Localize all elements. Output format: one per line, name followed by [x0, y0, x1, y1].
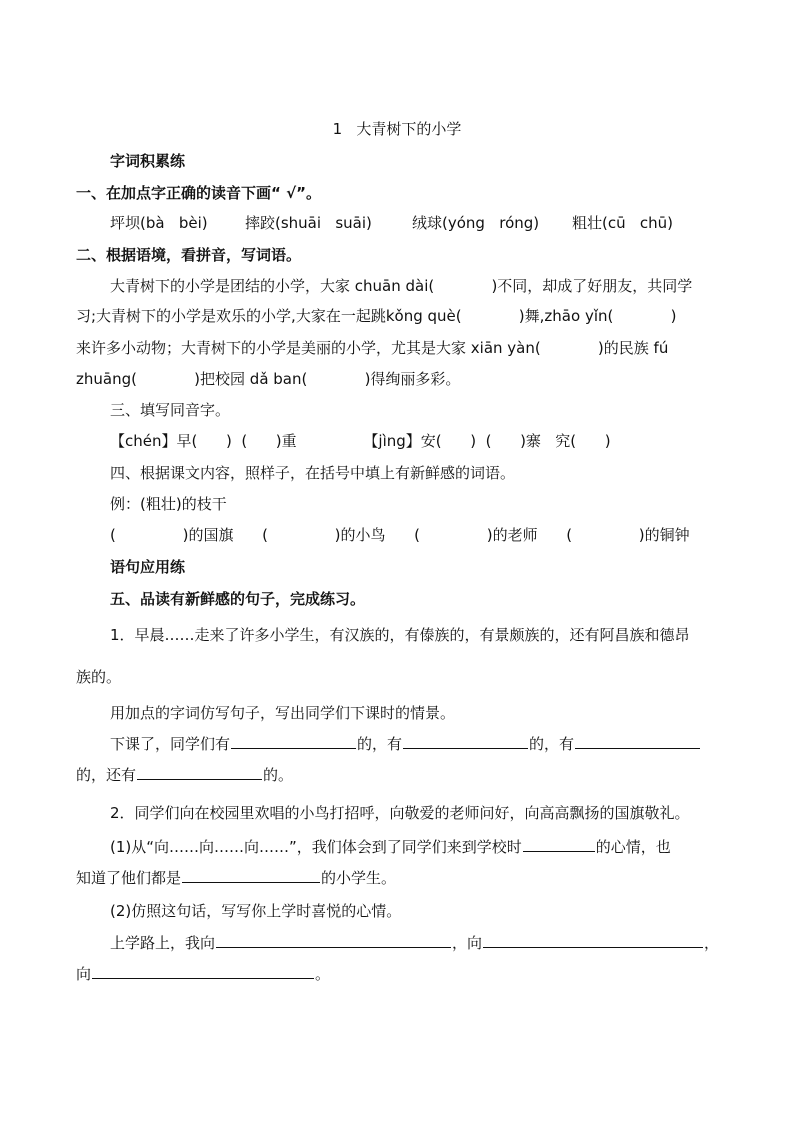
section-vocabulary: 字词积累练	[110, 152, 186, 170]
answer-blank[interactable]	[575, 734, 700, 749]
answer-blank[interactable]	[137, 765, 262, 780]
q2-line: zhuāng( )把校园 dǎ ban( )得绚丽多彩。	[76, 370, 461, 388]
q1-item: 摔跤(shuāi suāi)	[245, 214, 372, 232]
answer-blank[interactable]	[483, 933, 703, 948]
answer-blank[interactable]	[92, 964, 314, 979]
fill-text: 知道了他们都是	[76, 869, 182, 887]
fill-text: ，向	[452, 934, 483, 952]
q5-s1-fill-line	[76, 764, 293, 786]
fill-text: 的，还有	[76, 766, 137, 784]
fill-text: 的。	[263, 766, 294, 784]
fill-text: 的，有	[357, 735, 403, 753]
q2-heading: 二、根据语境，看拼音，写词语。	[76, 246, 302, 264]
answer-blank[interactable]	[403, 734, 528, 749]
q5-s2-fill-line	[110, 932, 719, 954]
q1-item: 坪坝(bà bèi)	[110, 214, 208, 232]
fill-text: 向	[76, 965, 92, 983]
q5-s2-fill-line	[76, 963, 330, 985]
q2-line: 来许多小动物；大青树下的小学是美丽的小学，尤其是大家 xiān yàn( )的民族 fú	[76, 339, 669, 357]
fill-text: 。	[315, 965, 331, 983]
q5-s2-q1-line	[110, 836, 671, 858]
q4-heading: 四、根据课文内容，照样子，在括号中填上有新鲜感的词语。	[110, 464, 516, 482]
q3-heading: 三、填写同音字。	[110, 401, 231, 419]
q5-s1-line: 1．早晨……走来了许多小学生，有汉族的，有傣族的，有景颇族的，还有阿昌族和德昂	[110, 626, 690, 644]
fill-text: 下课了，同学们有	[110, 735, 231, 753]
answer-blank[interactable]	[182, 868, 320, 883]
fill-text: 的，有	[529, 735, 575, 753]
q5-s2-q2: (2)仿照这句话，写写你上学时喜悦的心情。	[110, 902, 402, 920]
answer-blank[interactable]	[216, 933, 451, 948]
q2-line: 大青树下的小学是团结的小学，大家 chuān dài( )不同，却成了好朋友，共同学	[110, 277, 693, 295]
section-sentence: 语句应用练	[110, 558, 186, 576]
q5-heading: 五、品读有新鲜感的句子，完成练习。	[110, 590, 366, 608]
q1-item: 粗壮(cū chū)	[572, 214, 674, 232]
q5-s1-line: 族的。	[76, 668, 122, 686]
q5-s1-task: 用加点的字词仿写句子，写出同学们下课时的情景。	[110, 704, 456, 722]
fill-text: 的心情，也	[595, 838, 671, 856]
fill-text: 上学路上，我向	[110, 934, 216, 952]
fill-text: ，	[704, 934, 720, 952]
q1-heading: 一、在加点字正确的读音下画“ √”。	[76, 184, 321, 202]
q5-s2-q1-line	[76, 867, 396, 889]
q3-line: 【chén】早( ) ( )重 【jìng】安( ) ( )寨 究( )	[110, 432, 611, 450]
fill-text: 的小学生。	[321, 869, 397, 887]
page-title: 1 大青树下的小学	[332, 120, 462, 138]
q4-line: ( )的国旗 ( )的小鸟 ( )的老师 ( )的铜钟	[110, 526, 690, 544]
q5-s1-fill-line	[110, 733, 701, 755]
fill-text: (1)从“向……向……向……”，我们体会到了同学们来到学校时	[110, 838, 522, 856]
answer-blank[interactable]	[523, 837, 595, 852]
q5-s2-line: 2．同学们向在校园里欢唱的小鸟打招呼，向敬爱的老师问好，向高高飘扬的国旗敬礼。	[110, 804, 690, 822]
q4-example: 例：(粗壮)的枝干	[110, 495, 227, 513]
q1-item: 绒球(yóng róng)	[412, 214, 540, 232]
answer-blank[interactable]	[231, 734, 356, 749]
q2-line: 习;大青树下的小学是欢乐的小学,大家在一起跳kǒng què( )舞,zhāo yǐn( )	[76, 307, 677, 325]
